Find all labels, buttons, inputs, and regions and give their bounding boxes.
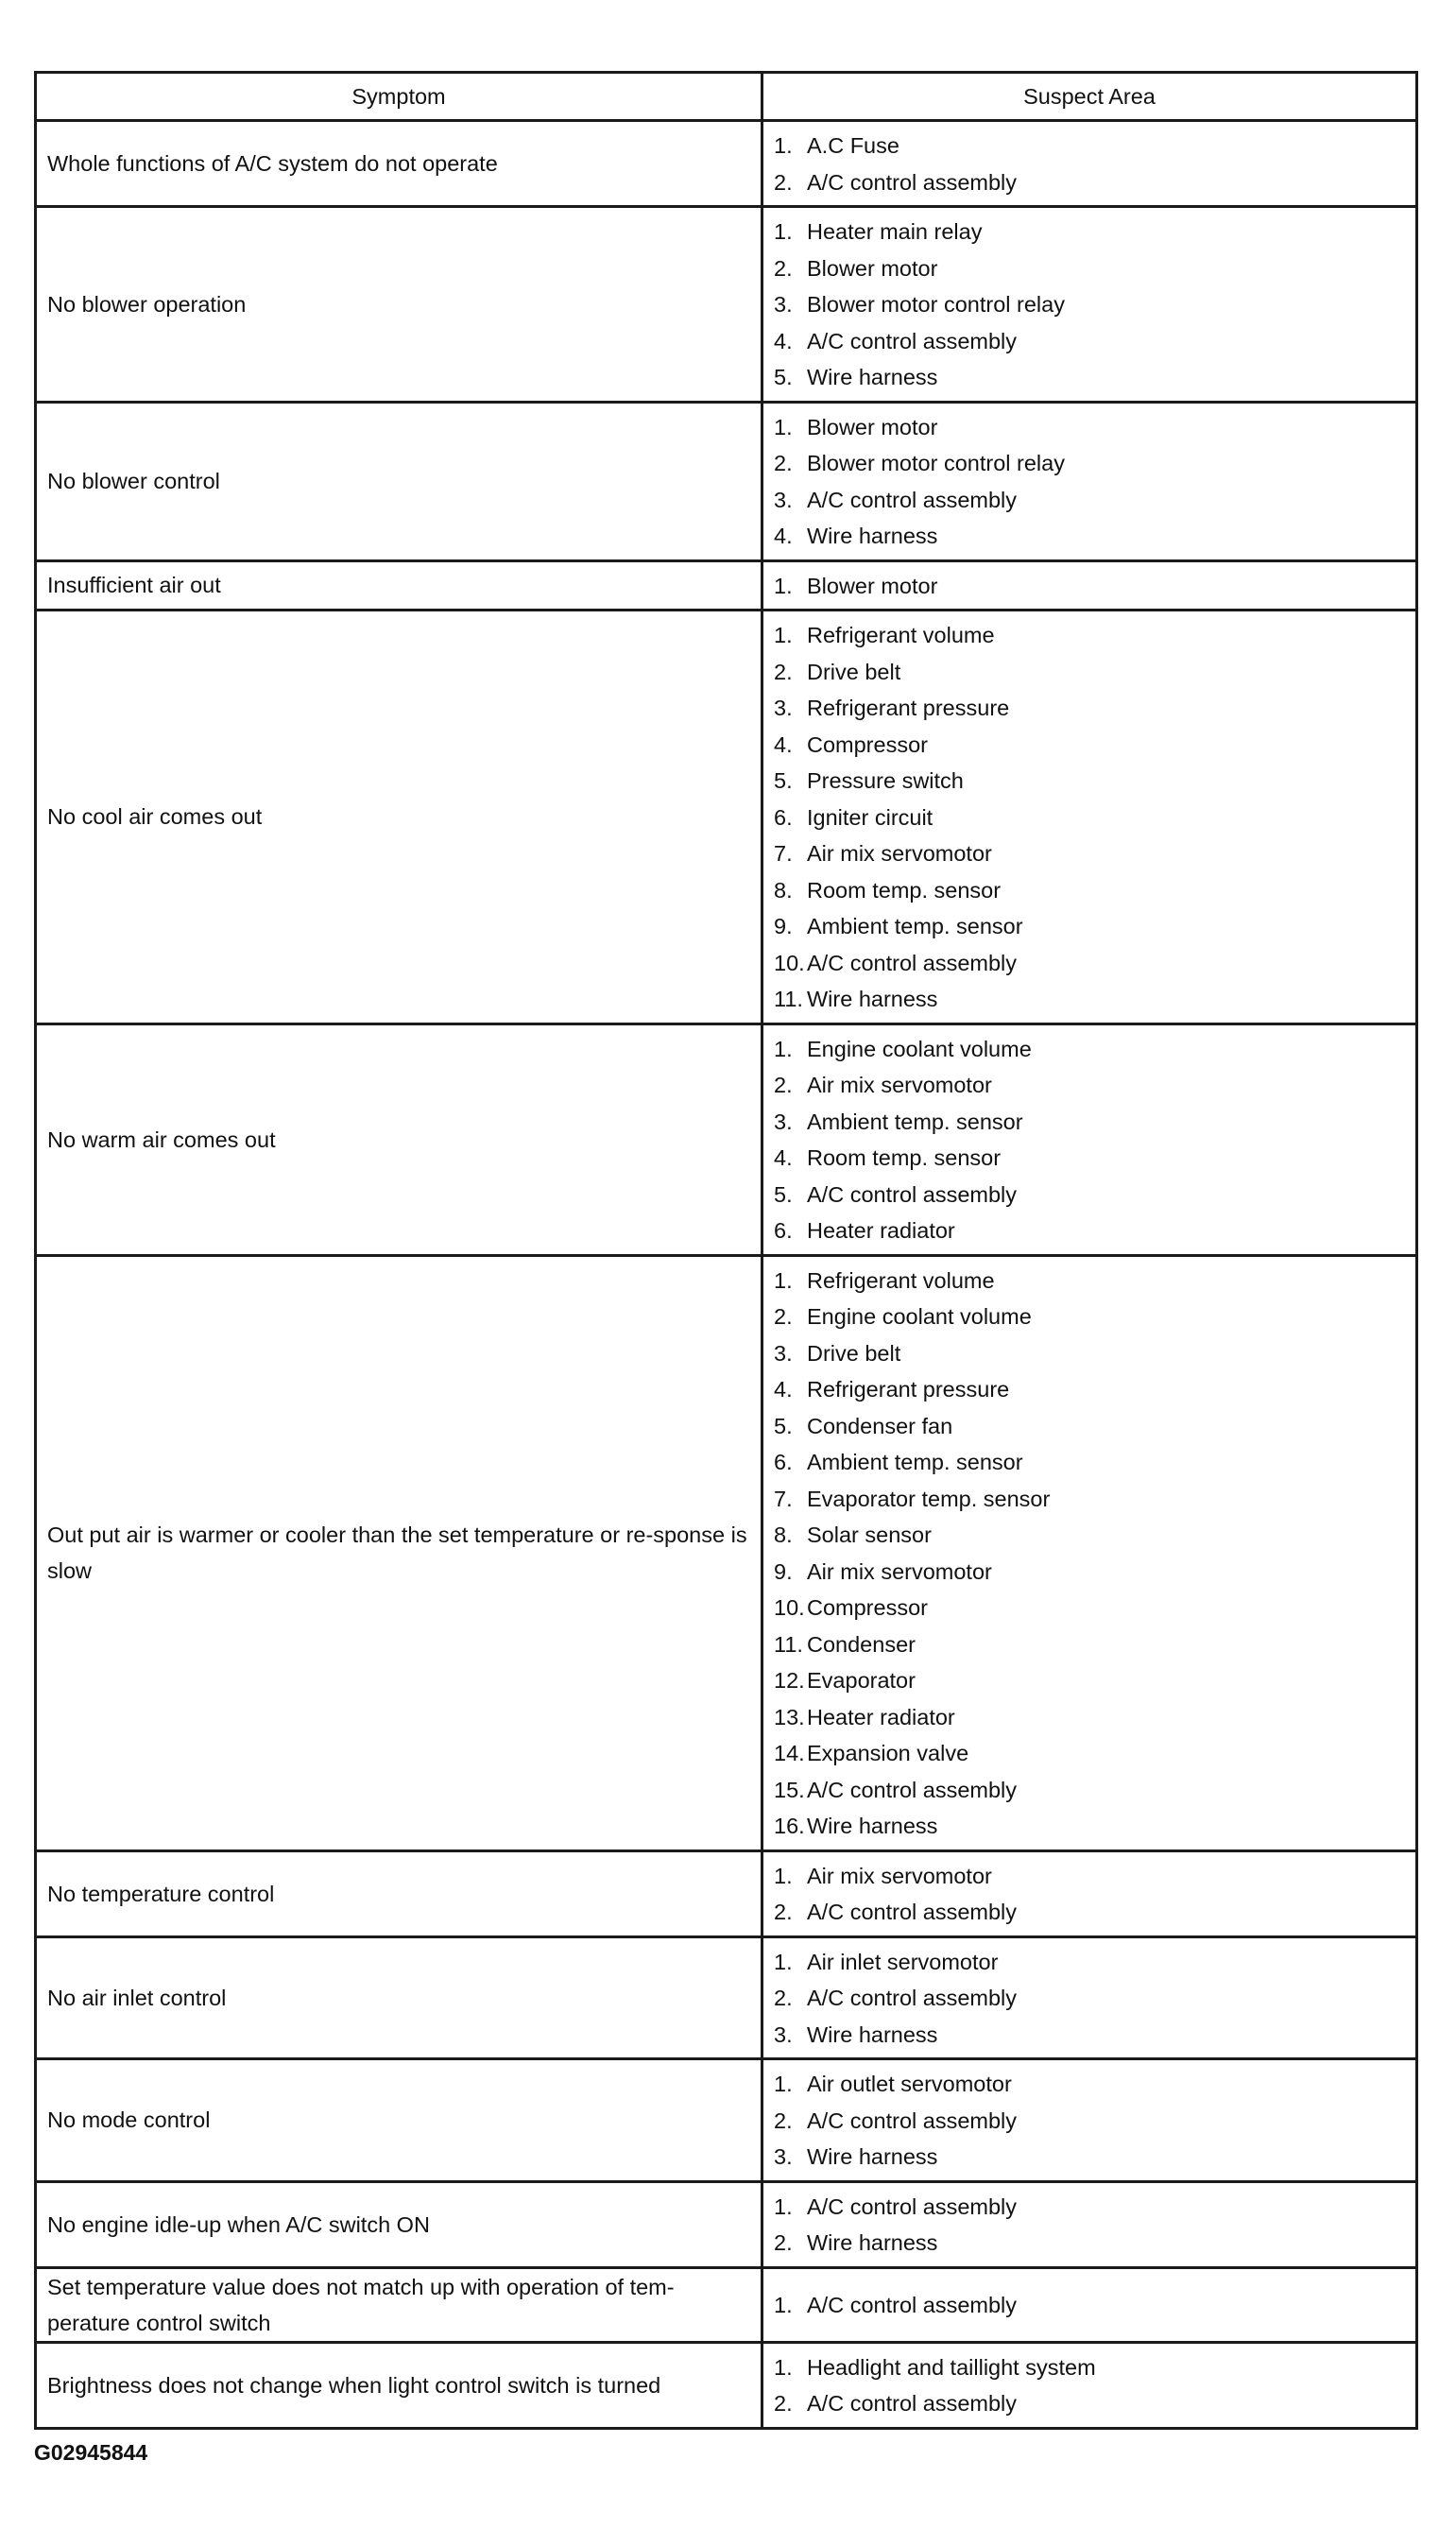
suspect-area-list bbox=[774, 617, 1408, 1018]
list-item-number: 1. bbox=[774, 219, 793, 244]
list-item-number: 16. bbox=[774, 1814, 805, 1838]
list-item-number: 5. bbox=[774, 768, 793, 793]
table-row bbox=[36, 1936, 1417, 2059]
table-row bbox=[36, 560, 1417, 611]
suspect-area-list bbox=[774, 409, 1408, 555]
list-item-number: 1. bbox=[774, 573, 793, 598]
list-item-text: Ambient temp. sensor bbox=[807, 1109, 1023, 1134]
list-item-text: Refrigerant volume bbox=[807, 1267, 995, 1293]
table-body bbox=[36, 121, 1417, 2429]
list-item bbox=[774, 1944, 1408, 1981]
list-item-text: A/C control assembly bbox=[807, 950, 1018, 975]
suspect-area-cell bbox=[762, 611, 1417, 1024]
list-item-number: 1. bbox=[774, 1949, 793, 1974]
list-item-text: Solar sensor bbox=[807, 1522, 932, 1547]
suspect-area-cell bbox=[762, 1255, 1417, 1850]
list-item-number: 1. bbox=[774, 1036, 793, 1061]
list-item-number: 2. bbox=[774, 169, 793, 195]
suspect-area-list bbox=[774, 128, 1408, 200]
column-header-suspect-area: Suspect Area bbox=[762, 73, 1417, 121]
list-item-number: 7. bbox=[774, 1486, 793, 1511]
symptom-cell: No engine idle-up when A/C switch ON bbox=[36, 2181, 762, 2267]
list-item-number: 2. bbox=[774, 2230, 793, 2255]
list-item bbox=[774, 2287, 1408, 2324]
list-item-text: Air mix servomotor bbox=[807, 1558, 992, 1584]
list-item bbox=[774, 1517, 1408, 1554]
list-item bbox=[774, 690, 1408, 727]
list-item-text: A/C control assembly bbox=[807, 2107, 1018, 2133]
suspect-area-cell bbox=[762, 2181, 1417, 2267]
list-item-number: 10. bbox=[774, 950, 805, 975]
list-item-number: 4. bbox=[774, 1377, 793, 1402]
list-item-number: 8. bbox=[774, 1522, 793, 1547]
symptom-cell: No warm air comes out bbox=[36, 1024, 762, 1255]
list-item-number: 4. bbox=[774, 731, 793, 757]
list-item-number: 4. bbox=[774, 328, 793, 353]
list-item bbox=[774, 1031, 1408, 1068]
list-item bbox=[774, 617, 1408, 654]
list-item-text: Blower motor control relay bbox=[807, 292, 1065, 317]
list-item-text: Blower motor bbox=[807, 414, 938, 439]
list-item bbox=[774, 2225, 1408, 2262]
list-item bbox=[774, 214, 1408, 250]
figure-code: G02945844 bbox=[34, 2440, 148, 2465]
list-item-text: Pressure switch bbox=[807, 768, 964, 793]
list-item bbox=[774, 800, 1408, 836]
list-item-text: Room temp. sensor bbox=[807, 1145, 1002, 1170]
list-item-number: 4. bbox=[774, 524, 793, 548]
list-item bbox=[774, 1140, 1408, 1177]
symptom-cell: Set temperature value does not match up with operation of tem-perature control switch bbox=[36, 2267, 762, 2342]
list-item-text: Compressor bbox=[807, 1595, 928, 1620]
list-item-text: A/C control assembly bbox=[807, 2391, 1018, 2416]
symptom-cell: No blower control bbox=[36, 402, 762, 560]
list-item bbox=[774, 945, 1408, 982]
list-item-text: Wire harness bbox=[807, 524, 938, 548]
list-item-number: 12. bbox=[774, 1668, 805, 1693]
list-item-text: A/C control assembly bbox=[807, 169, 1018, 195]
list-item bbox=[774, 1808, 1408, 1845]
list-item-text: A/C control assembly bbox=[807, 2193, 1018, 2219]
list-item-text: Heater radiator bbox=[807, 1218, 955, 1243]
list-item bbox=[774, 727, 1408, 764]
table-row bbox=[36, 121, 1417, 207]
list-item-text: Wire harness bbox=[807, 2230, 938, 2255]
list-item-number: 3. bbox=[774, 2021, 793, 2047]
list-item-text: Blower motor bbox=[807, 573, 938, 598]
list-item-text: A.C Fuse bbox=[807, 133, 899, 158]
symptom-cell: No cool air comes out bbox=[36, 611, 762, 1024]
suspect-area-cell bbox=[762, 207, 1417, 403]
list-item-text: Air mix servomotor bbox=[807, 841, 992, 866]
list-item bbox=[774, 250, 1408, 287]
suspect-area-cell bbox=[762, 1024, 1417, 1255]
list-item-number: 1. bbox=[774, 2354, 793, 2380]
table-row bbox=[36, 2267, 1417, 2342]
table-row bbox=[36, 1255, 1417, 1850]
list-item-text: Drive belt bbox=[807, 659, 901, 684]
list-item-number: 1. bbox=[774, 2292, 793, 2317]
list-item-text: Engine coolant volume bbox=[807, 1036, 1032, 1061]
list-item-text: Refrigerant volume bbox=[807, 623, 995, 647]
list-item-text: Headlight and taillight system bbox=[807, 2354, 1096, 2380]
list-item bbox=[774, 835, 1408, 872]
table-row bbox=[36, 2181, 1417, 2267]
list-item-text: Condenser fan bbox=[807, 1413, 953, 1438]
symptom-cell: No temperature control bbox=[36, 1850, 762, 1936]
list-item-text: Ambient temp. sensor bbox=[807, 1450, 1023, 1474]
list-item-number: 2. bbox=[774, 1900, 793, 1924]
table-row bbox=[36, 611, 1417, 1024]
list-item bbox=[774, 1626, 1408, 1663]
list-item bbox=[774, 445, 1408, 482]
list-item-text: Heater main relay bbox=[807, 219, 983, 244]
list-item-text: A/C control assembly bbox=[807, 1900, 1018, 1924]
list-item bbox=[774, 1699, 1408, 1736]
suspect-area-list bbox=[774, 2287, 1408, 2324]
list-item bbox=[774, 908, 1408, 945]
list-item bbox=[774, 1590, 1408, 1626]
suspect-area-cell bbox=[762, 1850, 1417, 1936]
list-item-number: 11. bbox=[774, 1631, 803, 1657]
list-item-text: Air outlet servomotor bbox=[807, 2072, 1012, 2096]
suspect-area-cell bbox=[762, 2059, 1417, 2182]
table-header-row bbox=[36, 73, 1417, 121]
list-item bbox=[774, 1735, 1408, 1772]
list-item-number: 7. bbox=[774, 841, 793, 866]
list-item-text: Wire harness bbox=[807, 2144, 938, 2169]
list-item-number: 6. bbox=[774, 804, 793, 830]
list-item bbox=[774, 2139, 1408, 2176]
list-item bbox=[774, 1213, 1408, 1249]
list-item-text: A/C control assembly bbox=[807, 487, 1018, 512]
list-item-number: 5. bbox=[774, 1413, 793, 1438]
table-row bbox=[36, 2059, 1417, 2182]
list-item bbox=[774, 409, 1408, 446]
list-item-text: Wire harness bbox=[807, 2021, 938, 2047]
list-item-text: Heater radiator bbox=[807, 1704, 955, 1729]
list-item-text: Air mix servomotor bbox=[807, 1073, 992, 1097]
table-row bbox=[36, 402, 1417, 560]
suspect-area-cell bbox=[762, 2267, 1417, 2342]
list-item-number: 6. bbox=[774, 1218, 793, 1243]
symptom-cell: Out put air is warmer or cooler than the set temperature or re-sponse is slow bbox=[36, 1255, 762, 1850]
list-item bbox=[774, 1481, 1408, 1518]
table-row bbox=[36, 207, 1417, 403]
list-item-number: 1. bbox=[774, 133, 793, 158]
table-row bbox=[36, 1850, 1417, 1936]
list-item-number: 3. bbox=[774, 1340, 793, 1366]
list-item bbox=[774, 164, 1408, 201]
suspect-area-list bbox=[774, 2349, 1408, 2422]
list-item bbox=[774, 1554, 1408, 1591]
list-item bbox=[774, 1858, 1408, 1895]
list-item bbox=[774, 763, 1408, 800]
list-item-text: Wire harness bbox=[807, 987, 938, 1011]
list-item-number: 15. bbox=[774, 1777, 805, 1802]
list-item-number: 2. bbox=[774, 451, 793, 475]
list-item bbox=[774, 286, 1408, 323]
list-item bbox=[774, 568, 1408, 605]
suspect-area-list bbox=[774, 2066, 1408, 2176]
list-item bbox=[774, 2385, 1408, 2422]
list-item-number: 1. bbox=[774, 414, 793, 439]
suspect-area-list bbox=[774, 2189, 1408, 2262]
list-item-text: A/C control assembly bbox=[807, 1986, 1018, 2010]
list-item-text: Compressor bbox=[807, 731, 928, 757]
symptom-cell: No air inlet control bbox=[36, 1936, 762, 2059]
list-item-text: Room temp. sensor bbox=[807, 877, 1002, 903]
list-item-text: Blower motor bbox=[807, 255, 938, 281]
list-item-text: Engine coolant volume bbox=[807, 1304, 1032, 1329]
list-item-number: 10. bbox=[774, 1595, 805, 1620]
list-item bbox=[774, 2103, 1408, 2140]
list-item bbox=[774, 654, 1408, 691]
troubleshooting-table bbox=[34, 71, 1418, 2430]
list-item-text: Condenser bbox=[807, 1631, 916, 1657]
suspect-area-list bbox=[774, 214, 1408, 396]
list-item-text: Refrigerant pressure bbox=[807, 696, 1010, 720]
symptom-cell: No mode control bbox=[36, 2059, 762, 2182]
list-item-text: Expansion valve bbox=[807, 1741, 969, 1765]
list-item bbox=[774, 1177, 1408, 1213]
list-item-text: A/C control assembly bbox=[807, 1181, 1018, 1207]
list-item bbox=[774, 872, 1408, 909]
list-item-text: Drive belt bbox=[807, 1340, 901, 1366]
list-item bbox=[774, 518, 1408, 555]
list-item-text: Air inlet servomotor bbox=[807, 1949, 999, 1974]
list-item bbox=[774, 2189, 1408, 2226]
list-item bbox=[774, 1335, 1408, 1372]
list-item-number: 5. bbox=[774, 365, 793, 389]
suspect-area-cell bbox=[762, 402, 1417, 560]
list-item-number: 1. bbox=[774, 1863, 793, 1888]
list-item-number: 9. bbox=[774, 1558, 793, 1584]
list-item bbox=[774, 981, 1408, 1018]
list-item bbox=[774, 1067, 1408, 1104]
symptom-cell: Brightness does not change when light control switch is turned bbox=[36, 2342, 762, 2428]
list-item-number: 8. bbox=[774, 877, 793, 903]
list-item bbox=[774, 2066, 1408, 2103]
suspect-area-list bbox=[774, 1858, 1408, 1931]
list-item-text: Wire harness bbox=[807, 365, 938, 389]
list-item-number: 2. bbox=[774, 1986, 793, 2010]
list-item-number: 3. bbox=[774, 487, 793, 512]
list-item-number: 1. bbox=[774, 2193, 793, 2219]
list-item-number: 2. bbox=[774, 659, 793, 684]
suspect-area-cell bbox=[762, 1936, 1417, 2059]
list-item-number: 1. bbox=[774, 1267, 793, 1293]
list-item bbox=[774, 1894, 1408, 1931]
list-item-text: Air mix servomotor bbox=[807, 1863, 992, 1888]
list-item bbox=[774, 1371, 1408, 1408]
list-item-text: Evaporator temp. sensor bbox=[807, 1486, 1051, 1511]
suspect-area-list bbox=[774, 1031, 1408, 1249]
table-row bbox=[36, 2342, 1417, 2428]
symptom-cell: No blower operation bbox=[36, 207, 762, 403]
list-item bbox=[774, 128, 1408, 164]
list-item-text: A/C control assembly bbox=[807, 2292, 1018, 2317]
symptom-cell: Insufficient air out bbox=[36, 560, 762, 611]
list-item bbox=[774, 1408, 1408, 1445]
list-item-number: 3. bbox=[774, 1109, 793, 1134]
list-item-text: Refrigerant pressure bbox=[807, 1377, 1010, 1402]
list-item-text: A/C control assembly bbox=[807, 1777, 1018, 1802]
list-item-text: A/C control assembly bbox=[807, 328, 1018, 353]
list-item bbox=[774, 1662, 1408, 1699]
symptom-cell: Whole functions of A/C system do not operate bbox=[36, 121, 762, 207]
list-item-number: 2. bbox=[774, 2391, 793, 2416]
list-item-number: 2. bbox=[774, 1304, 793, 1329]
list-item bbox=[774, 1444, 1408, 1481]
suspect-area-list bbox=[774, 568, 1408, 605]
list-item-text: Wire harness bbox=[807, 1814, 938, 1838]
list-item bbox=[774, 1104, 1408, 1141]
list-item bbox=[774, 2349, 1408, 2386]
suspect-area-list bbox=[774, 1263, 1408, 1845]
list-item-text: Igniter circuit bbox=[807, 804, 934, 830]
list-item-number: 1. bbox=[774, 623, 793, 647]
list-item-number: 3. bbox=[774, 696, 793, 720]
list-item-number: 9. bbox=[774, 914, 793, 938]
list-item-number: 14. bbox=[774, 1741, 805, 1765]
list-item bbox=[774, 482, 1408, 519]
list-item-number: 2. bbox=[774, 255, 793, 281]
list-item-number: 3. bbox=[774, 292, 793, 317]
list-item-number: 2. bbox=[774, 1073, 793, 1097]
list-item bbox=[774, 323, 1408, 360]
suspect-area-cell bbox=[762, 121, 1417, 207]
list-item-number: 6. bbox=[774, 1450, 793, 1474]
list-item-number: 5. bbox=[774, 1181, 793, 1207]
list-item-text: Evaporator bbox=[807, 1668, 916, 1693]
list-item bbox=[774, 1980, 1408, 2017]
column-header-symptom: Symptom bbox=[36, 73, 762, 121]
list-item bbox=[774, 1263, 1408, 1299]
table-row bbox=[36, 1024, 1417, 1255]
list-item-number: 1. bbox=[774, 2072, 793, 2096]
list-item-number: 13. bbox=[774, 1704, 805, 1729]
list-item bbox=[774, 1772, 1408, 1809]
list-item bbox=[774, 2017, 1408, 2054]
suspect-area-list bbox=[774, 1944, 1408, 2054]
suspect-area-cell bbox=[762, 2342, 1417, 2428]
list-item bbox=[774, 359, 1408, 396]
list-item-text: Ambient temp. sensor bbox=[807, 914, 1023, 938]
list-item-number: 11. bbox=[774, 987, 803, 1011]
list-item bbox=[774, 1299, 1408, 1335]
list-item-text: Blower motor control relay bbox=[807, 451, 1065, 475]
suspect-area-cell bbox=[762, 560, 1417, 611]
list-item-number: 4. bbox=[774, 1145, 793, 1170]
list-item-number: 2. bbox=[774, 2107, 793, 2133]
list-item-number: 3. bbox=[774, 2144, 793, 2169]
